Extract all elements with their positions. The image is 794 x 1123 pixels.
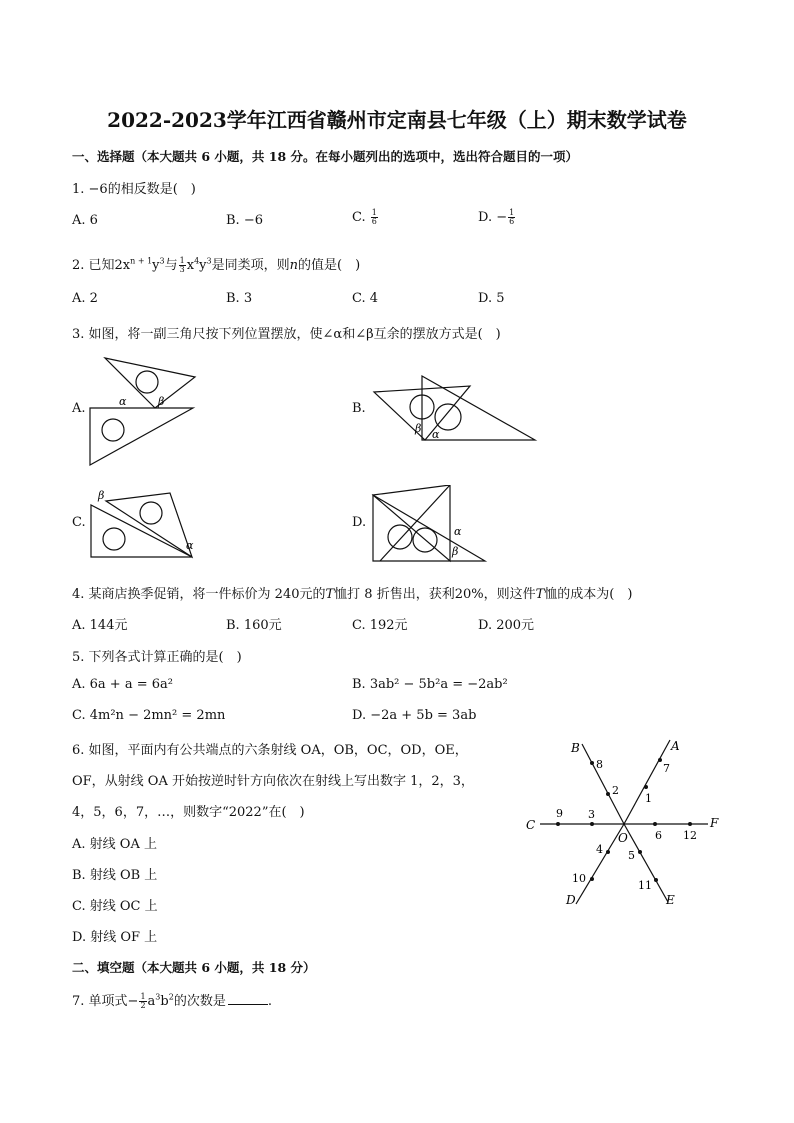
ray-number: 8	[596, 758, 603, 771]
q1-option-d[interactable]	[478, 209, 516, 226]
q2-text: 与	[164, 258, 178, 273]
q2-text: 是同类项，则	[211, 258, 290, 273]
ray-number: 7	[663, 762, 670, 775]
q4-variable: T	[535, 587, 545, 602]
question-6-stem-line1: 6. 如图，平面内有公共端点的六条射线 OA，OB，OC，OD，OE，	[72, 743, 468, 758]
q6-option-c[interactable]: C. 射线 OC 上	[72, 899, 158, 914]
ray-number: 9	[556, 807, 563, 820]
ray-number: 1	[645, 792, 652, 805]
q7-text: a	[147, 994, 156, 1009]
q2-option-d[interactable]: D. 5	[478, 291, 505, 306]
ray-label-f: F	[710, 816, 719, 830]
q3-figure-d	[370, 485, 490, 565]
fraction	[508, 209, 515, 226]
q2-exponent: 4	[194, 256, 200, 266]
origin-label: O	[618, 831, 628, 845]
alpha-label: α	[186, 539, 194, 552]
q5-option-a[interactable]: A. 6a + a = 6a²	[72, 677, 173, 692]
q2-text: y	[199, 258, 207, 273]
ray-number: 11	[638, 879, 652, 892]
q3-figure-a	[85, 350, 200, 468]
q7-text: b	[160, 994, 169, 1009]
q6-option-d[interactable]: D. 射线 OF 上	[72, 930, 158, 945]
q7-text: 7. 单项式−	[72, 994, 139, 1009]
q2-text: 的值是( )	[298, 258, 361, 273]
q1-option-b[interactable]: B. −6	[226, 213, 263, 228]
q4-text: 恤的成本为( )	[544, 587, 633, 602]
q5-option-d[interactable]: D. −2a + 5b = 3ab	[352, 708, 477, 723]
fraction-denominator: 3	[179, 265, 185, 274]
section-fill-header: 二、填空题（本大题共 6 小题，共 18 分）	[72, 960, 316, 975]
q7-text: 的次数是	[173, 994, 226, 1009]
fraction-denominator: 6	[371, 217, 377, 226]
q5-option-b[interactable]: B. 3ab² − 5b²a = −2ab²	[352, 677, 508, 692]
ray-number: 10	[572, 872, 586, 885]
q2-text: 2. 已知2x	[72, 258, 131, 273]
q2-text: x	[186, 258, 195, 273]
beta-label: β	[98, 489, 105, 502]
q5-option-c[interactable]: C. 4m²n − 2mn² = 2mn	[72, 708, 226, 723]
q2-exponent: 3	[159, 256, 165, 266]
answer-blank[interactable]	[228, 1004, 268, 1005]
fraction	[139, 993, 146, 1010]
ray-label-e: E	[666, 893, 675, 907]
question-5-stem: 5. 下列各式计算正确的是( )	[72, 650, 242, 665]
fraction-numerator: 1	[140, 992, 146, 1001]
fraction-denominator: 6	[509, 217, 515, 226]
q7-exponent: 2	[168, 992, 174, 1002]
ray-number: 12	[683, 829, 697, 842]
section-choice-header: 一、选择题（本大题共 6 小题，共 18 分。在每小题列出的选项中，选出符合题目的一项）	[72, 149, 579, 164]
alpha-label: α	[119, 395, 127, 408]
q2-option-b[interactable]: B. 3	[226, 291, 253, 306]
q4-option-c[interactable]: C. 192元	[352, 618, 408, 633]
beta-label: β	[415, 422, 422, 435]
question-1-stem: 1. −6的相反数是( )	[72, 182, 196, 197]
q4-option-a[interactable]: A. 144元	[72, 618, 128, 633]
ray-label-d: D	[566, 893, 576, 907]
q3-option-a[interactable]: A.	[72, 401, 86, 416]
q1-option-a[interactable]: A. 6	[72, 213, 98, 228]
beta-label: β	[452, 545, 459, 558]
q1-option-c[interactable]	[352, 209, 379, 226]
q3-option-b[interactable]: B.	[352, 401, 366, 416]
fraction-numerator: 1	[179, 256, 185, 265]
question-2-stem	[72, 254, 360, 274]
q7-text: .	[267, 994, 272, 1009]
q4-option-b[interactable]: B. 160元	[226, 618, 282, 633]
q1-option-c-label: C.	[352, 210, 370, 225]
fraction-numerator: 1	[509, 208, 515, 217]
q4-option-d[interactable]: D. 200元	[478, 618, 535, 633]
alpha-label: α	[432, 428, 440, 441]
q2-variable: n	[289, 258, 299, 273]
ray-number: 3	[588, 808, 595, 821]
fraction-denominator: 2	[140, 1001, 146, 1010]
q2-exponent: 3	[206, 256, 212, 266]
q6-option-a[interactable]: A. 射线 OA 上	[72, 837, 157, 852]
q3-figure-c	[88, 485, 200, 561]
q3-option-c[interactable]: C.	[72, 515, 86, 530]
question-6-stem-line3: 4，5，6，7，…，则数字“2022”在( )	[72, 805, 305, 820]
beta-label: β	[158, 395, 165, 408]
ray-number: 4	[596, 843, 603, 856]
q3-option-d[interactable]: D.	[352, 515, 367, 530]
ray-label-a: A	[671, 739, 680, 753]
q6-rays-figure	[520, 732, 730, 912]
q4-text: 恤打 8 折售出，获利20%，则这件	[334, 587, 536, 602]
q3-figure-b	[370, 372, 540, 444]
ray-label-b: B	[571, 741, 580, 755]
q2-text: y	[152, 258, 160, 273]
fraction	[371, 209, 378, 226]
q4-variable: T	[325, 587, 335, 602]
fraction-numerator: 1	[371, 208, 377, 217]
question-3-stem: 3. 如图，将一副三角尺按下列位置摆放，使∠α和∠β互余的摆放方式是( )	[72, 327, 501, 342]
question-7-stem	[72, 990, 272, 1010]
question-6-stem-line2: OF，从射线 OA 开始按逆时针方向依次在射线上写出数字 1，2，3，	[72, 774, 474, 789]
q7-exponent: 3	[155, 992, 161, 1002]
fraction	[179, 257, 186, 274]
ray-number: 5	[628, 849, 635, 862]
ray-label-c: C	[526, 818, 536, 832]
q1-option-d-label: D. −	[478, 210, 508, 225]
q6-option-b[interactable]: B. 射线 OB 上	[72, 868, 158, 883]
q2-exponent: n + 1	[130, 256, 153, 266]
q4-text: 4. 某商店换季促销，将一件标价为 240元的	[72, 587, 326, 602]
q2-option-c[interactable]: C. 4	[352, 291, 379, 306]
page-title: 2022-2023学年江西省赣州市定南县七年级（上）期末数学试卷	[107, 108, 687, 132]
ray-number: 2	[612, 784, 619, 797]
q2-option-a[interactable]: A. 2	[72, 291, 98, 306]
alpha-label: α	[454, 525, 462, 538]
ray-number: 6	[655, 829, 662, 842]
question-4-stem	[72, 583, 632, 602]
